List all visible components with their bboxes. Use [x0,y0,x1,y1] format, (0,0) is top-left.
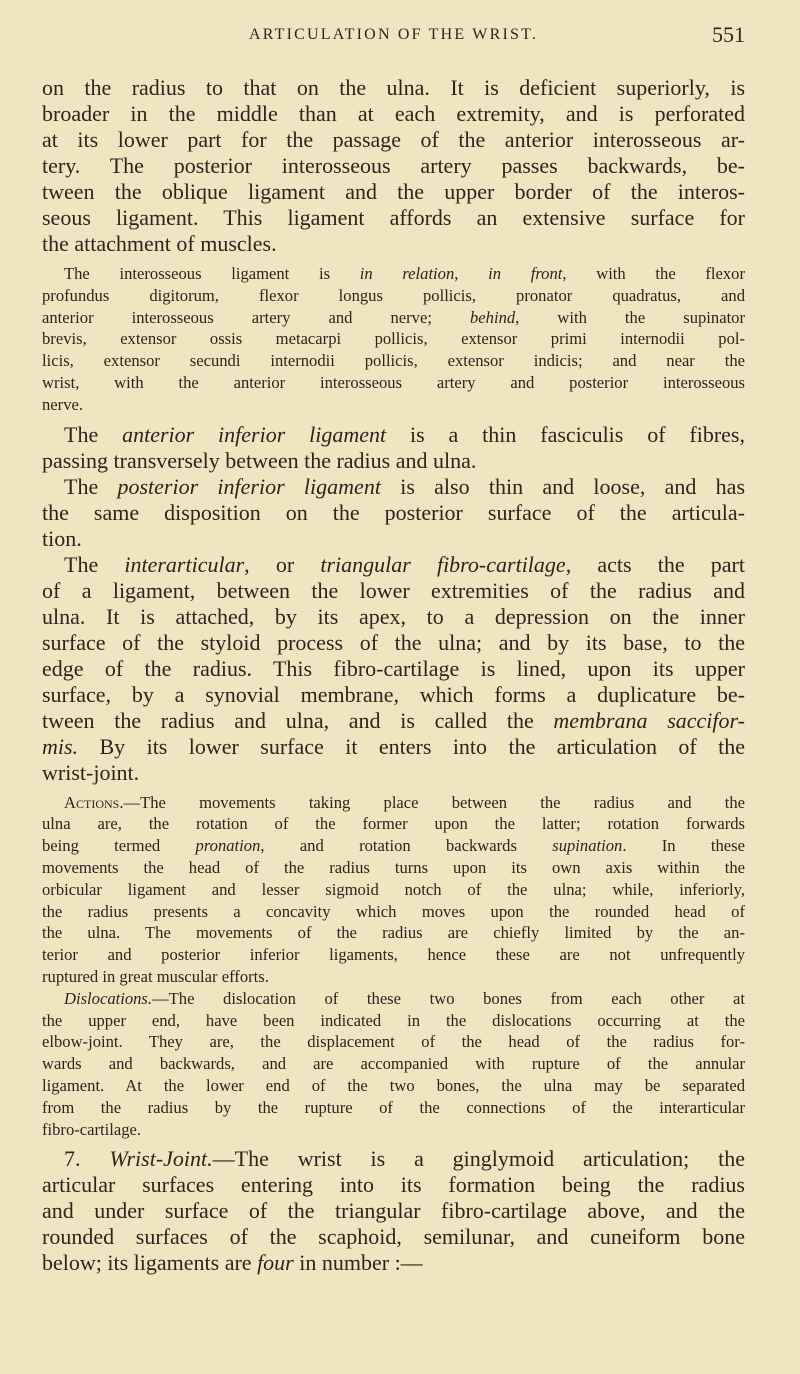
italic-text: membrana saccifor- [553,707,745,733]
text-line [42,1053,745,1075]
text-line [42,1097,745,1119]
text-line [42,552,745,578]
text-line [42,422,745,448]
text-run: wrist-joint. [42,759,140,785]
italic-text: in front [488,264,563,283]
text-run: edge of the radius. This fibro-cartilage is lined, upon its upper [42,655,745,681]
running-header [42,0,745,75]
text-run: tery. The posterior interosseous artery passes backwards, be- [42,153,745,178]
text-line [42,578,745,604]
text-line [42,630,745,656]
text-line [42,448,745,474]
text-line [42,857,745,879]
text-run: nerve. [42,394,83,414]
text-line [42,835,745,857]
text-run: and under surface of the triangular fibro-cartilage above, and the [42,1198,745,1224]
italic-text: triangular fibro-cartilage [320,551,566,577]
text-run: By its lower surface it enters into the articulation of the [78,733,745,759]
italic-text: Wrist-Joint. [109,1146,213,1172]
text-run: articular surfaces entering into its formation being the radius [42,1172,745,1198]
text-line [42,1119,745,1141]
text-run: the ulna. The movements of the radius are chiefly limited by the an- [42,923,745,943]
paragraph [42,792,745,988]
text-run: the same disposition on the posterior surface of the articula- [42,499,745,525]
text-line [42,179,745,205]
text-line [42,372,745,394]
paragraph [42,422,745,474]
italic-text: supination [552,836,623,856]
paragraph [42,1146,745,1276]
text-run: , with the flexor [562,264,745,283]
text-line [42,394,745,416]
text-run: being termed [42,836,196,856]
italic-text: interarticular [124,551,245,577]
text-line [42,682,745,708]
text-run: , and rotation backwards [260,836,553,856]
text-run: the radius presents a concavity which moves upon the rounded head of [42,901,745,921]
text-line [42,101,745,127]
text-line [42,500,745,526]
paragraph [42,474,745,552]
text-line [42,734,745,760]
text-run: profundus digitorum, flexor longus pollicis, pronator quadratus, and [42,285,745,305]
book-page [42,0,745,1276]
running-title: ARTICULATION OF THE WRIST. [248,26,539,43]
text-run: brevis, extensor ossis metacarpi pollicis, extensor primi internodii pol- [42,329,745,349]
text-run: at its lower part for the passage of the anterior interosseous ar- [42,127,745,152]
text-run: from the radius by the rupture of the connections of the interarticular [42,1097,745,1117]
paragraph [42,263,745,416]
text-run: terior and posterior inferior ligaments, hence these are not unfrequently [42,945,745,965]
text-line [42,944,745,966]
text-run: , with the supinator [515,307,746,327]
text-run: The interosseous ligament is [64,264,360,283]
text-run: passing transversely between the radius and ulna. [42,447,477,473]
text-run: the upper end, have been indicated in the dislocations occurring at the [42,1010,745,1030]
text-line [42,988,745,1010]
text-line [42,526,745,552]
text-run: .—The movements taking place between the radius and the [119,792,745,812]
text-line [42,708,745,734]
text-line [42,127,745,153]
text-run: tween the oblique ligament and the upper border of the interos- [42,179,745,204]
text-run: anterior interosseous artery and nerve; [42,307,470,327]
text-run: tween the radius and ulna, and is called the [42,707,554,733]
italic-text: in relation [359,264,455,283]
text-run: below; its ligaments are [42,1250,258,1276]
italic-text: posterior inferior ligament [117,473,381,499]
text-run: ulna. It is attached, by its apex, to a depression on the inner [42,603,745,629]
text-line [42,1010,745,1032]
text-run: fibro-cartilage. [42,1119,142,1139]
text-run: surface, by a synovial membrane, which forms a duplicature be- [42,681,745,707]
small-caps-text: Actions [64,792,120,812]
text-run: , or [244,551,321,577]
text-line [42,813,745,835]
text-line [42,263,745,285]
text-run: of a ligament, between the lower extremities of the radius and [42,577,745,603]
text-line [42,792,745,814]
italic-text: behind [470,307,516,327]
text-line [42,474,745,500]
text-line [42,901,745,923]
italic-text: mis. [42,733,79,759]
body-text [42,75,745,1276]
text-run: The [64,473,118,499]
text-line [42,1198,745,1224]
text-line [42,922,745,944]
paragraph [42,75,745,257]
text-run: rounded surfaces of the scaphoid, semilunar, and cuneiform bone [42,1224,745,1250]
text-line [42,1224,745,1250]
text-run: elbow-joint. They are, the displacement of the head of the radius for- [42,1032,745,1052]
text-run: is also thin and loose, and has [380,473,746,499]
text-line [42,1172,745,1198]
text-line [42,285,745,307]
text-run: surface of the styloid process of the ulna; and by its base, to the [42,629,745,655]
italic-text: pronation [195,836,261,856]
text-run: licis, extensor secundi internodii pollicis, extensor indicis; and near the [42,351,745,371]
text-line [42,231,745,257]
text-run: in number :— [293,1250,423,1276]
text-run: ligament. At the lower end of the two bones, the ulna may be separated [42,1075,745,1095]
text-run: orbicular ligament and lesser sigmoid notch of the ulna; while, inferiorly, [42,879,745,899]
paragraph [42,988,745,1141]
text-line [42,75,745,101]
text-line [42,879,745,901]
text-line [42,1031,745,1053]
text-line [42,205,745,231]
text-run: seous ligament. This ligament affords an extensive surface for [42,205,745,230]
text-run: tion. [42,525,82,551]
text-run: broader in the middle than at each extremity, and is perforated [42,101,745,126]
text-run: wrist, with the anterior interosseous artery and posterior interosseous [42,372,745,392]
text-line [42,760,745,786]
italic-text: Dislocations. [64,988,153,1008]
text-line [42,1075,745,1097]
text-run: the attachment of muscles. [42,231,277,256]
italic-text: four [257,1250,294,1276]
text-line [42,1146,745,1172]
text-line [42,328,745,350]
text-run: , [454,264,489,283]
text-run: 7. [64,1146,110,1172]
text-run: on the radius to that on the ulna. It is deficient superiorly, is [42,75,745,100]
text-run: . In these [622,836,745,856]
text-run: ruptured in great muscular efforts. [42,966,269,986]
text-run: movements the head of the radius turns upon its own axis within the [42,857,745,877]
text-line [42,656,745,682]
text-line [42,966,745,988]
text-run: ulna are, the rotation of the former upon the latter; rotation forwards [42,814,745,834]
text-line [42,1250,745,1276]
text-run: is a thin fasciculis of fibres, [386,421,745,447]
text-line [42,153,745,179]
text-run: The [64,551,125,577]
text-run: —The dislocation of these two bones from each other at [152,988,745,1008]
text-run: The [64,421,123,447]
text-line [42,350,745,372]
page-number: 551 [712,22,745,47]
text-line [42,604,745,630]
text-run: —The wrist is a ginglymoid articulation; the [212,1146,746,1172]
text-run: wards and backwards, and are accompanied with rupture of the annular [42,1054,745,1074]
italic-text: anterior inferior ligament [122,421,387,447]
text-line [42,307,745,329]
paragraph [42,552,745,786]
text-run: , acts the part [565,551,745,577]
